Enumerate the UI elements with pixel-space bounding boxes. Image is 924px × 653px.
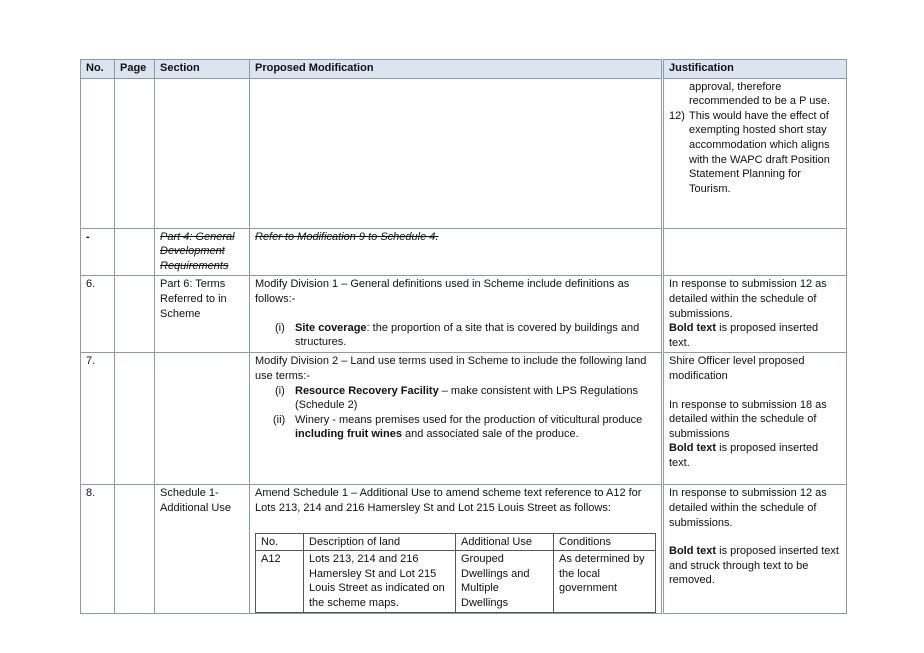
header-page: Page <box>115 60 155 79</box>
modification-cell: Modify Division 2 – Land use terms used in Scheme to include the following land use terms:- (i) Resource Recovery Facility – make consistent with LPS Regulations (Schedule 2) (ii) Winery - means premises used for the production of viticultural produce including fruit wines and associated sale of the produce. <box>250 353 663 485</box>
header-justification: Justification <box>663 60 847 79</box>
modification-cell <box>250 485 663 613</box>
header-no: No. <box>81 60 115 79</box>
list-marker: 12) <box>669 109 685 122</box>
table-row <box>81 276 847 353</box>
header-row <box>81 60 847 79</box>
defined-term: Site coverage <box>295 321 367 334</box>
row-number: 7. <box>81 353 115 485</box>
table-row <box>81 485 847 613</box>
definition-text: : the proportion of a site that is covered by buildings and structures. <box>295 321 640 349</box>
table-row <box>81 228 847 276</box>
modification-intro: Amend Schedule 1 – Additional Use to amend scheme text reference to A12 for Lots 213, 214 and 216 Hamersley St and Lot 215 Louis Street as follows: <box>255 487 642 514</box>
justification-cell: In response to submission 12 as detailed within the schedule of submissions. Bold text is proposed inserted text. <box>663 276 847 353</box>
section-cell: Part 6: Terms Referred to in Scheme <box>155 276 250 353</box>
section-cell: Schedule 1- Additional Use <box>155 485 250 613</box>
modification-intro: Modify Division 1 – General definitions used in Scheme include definitions as follows:- <box>255 278 630 305</box>
inner-data-row: A12 Lots 213, 214 and 216 Hamersley St and Lot 215 Louis Street as indicated on the scheme maps. Grouped Dwellings and Multiple Dwellings As determined by the local government <box>256 551 656 612</box>
modification-cell <box>250 276 663 353</box>
list-marker: (i) <box>275 321 285 334</box>
modification-cell: Refer to Modification 9 to Schedule 4. <box>250 228 663 276</box>
additional-use-table <box>255 533 656 613</box>
section-cell: Part 4: General Development Requirements <box>155 228 250 276</box>
header-proposed-modification: Proposed Modification <box>250 60 663 79</box>
header-section: Section <box>155 60 250 79</box>
row-number: 6. <box>81 276 115 353</box>
modification-intro: Modify Division 2 – Land use terms used in Scheme to include the following land use terms:- <box>255 355 647 382</box>
justification-cell <box>663 78 847 228</box>
inner-header-row: No. Description of land Additional Use Conditions <box>256 533 656 551</box>
row-number: 8. <box>81 485 115 613</box>
justification-cell: Shire Officer level proposed modification In response to submission 18 as detailed within the schedule of submissions Bold text is proposed inserted text. <box>663 353 847 485</box>
list-marker: (ii) <box>273 413 286 426</box>
justification-cell: In response to submission 12 as detailed within the schedule of submissions. Bold text is proposed inserted text and struck through text to be removed. <box>663 485 847 613</box>
justification-item: This would have the effect of exempting hosted short stay accommodation which aligns with the WAPC draft Position Statement Planning for Tourism. <box>689 109 830 195</box>
justification-continued: approval, therefore recommended to be a P use. <box>689 80 831 108</box>
row-number: - <box>81 228 115 276</box>
list-marker: (i) <box>275 384 285 397</box>
modifications-table <box>80 59 847 614</box>
table-row <box>81 353 847 485</box>
defined-term: Resource Recovery Facility <box>295 384 439 397</box>
table-row <box>81 78 847 228</box>
